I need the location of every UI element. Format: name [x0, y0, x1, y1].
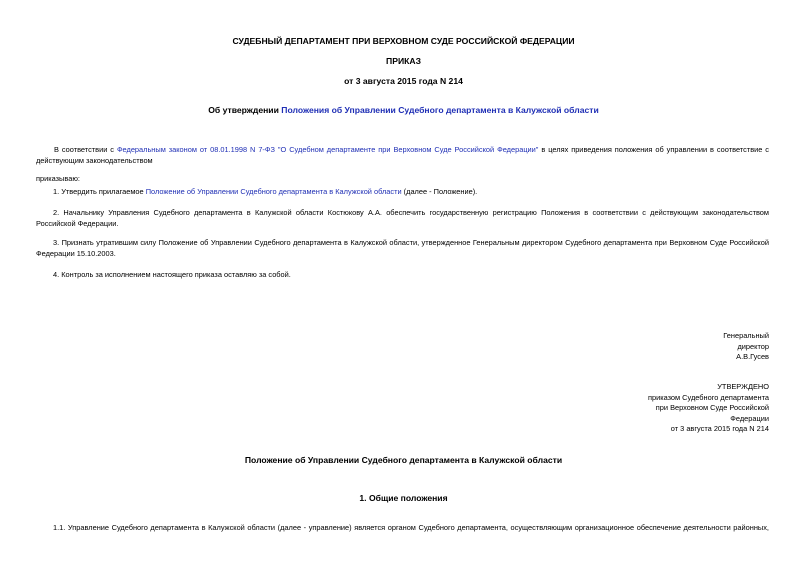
approval-block: [648, 382, 769, 435]
clause-1-1: 1.1. Управление Судебного департамента в Калужской области (далее - управление) является органом Судебного департамента, осуществляющим организационное обеспечение деятельности районных,: [53, 523, 769, 532]
order-word: приказываю:: [36, 174, 80, 183]
approval-line-4: Федерации: [730, 413, 769, 423]
item1-regulation-link[interactable]: Положение об Управлении Судебного департамента в Калужской области: [145, 187, 402, 196]
document-subject: [0, 105, 807, 116]
section-1-title: 1. Общие положения: [359, 493, 448, 503]
approval-line-3: при Верховном Суде Российской: [655, 403, 769, 412]
approval-line-2: приказом Судебного департамента: [647, 392, 769, 402]
approval-date: от 3 августа 2015 года N 214: [670, 424, 769, 433]
signature-block: [723, 331, 769, 363]
approval-title: УТВЕРЖДЕНО: [717, 382, 769, 391]
order-item-2: 2. Начальнику Управления Судебного департамента в Калужской области Костюкову А.А. обеспечить государственную регистрацию Положения в соответствии с действующим законодательством Российской Федерации.: [36, 208, 769, 228]
order-item-4: 4. Контроль за исполнением настоящего приказа оставляю за собой.: [53, 270, 291, 279]
signature-name: А.В.Гусев: [736, 352, 769, 361]
item1-suffix: (далее - Положение).: [401, 187, 478, 196]
regulation-title: Положение об Управлении Судебного департамента в Калужской области: [244, 455, 563, 465]
regulation-link[interactable]: Положения об Управлении Судебного департамента в Калужской области: [281, 105, 599, 115]
document-date-number: от 3 августа 2015 года N 214: [344, 76, 463, 86]
order-item-1: [36, 187, 769, 198]
federal-law-link[interactable]: Федеральным законом от 08.01.1998 N 7-ФЗ "О Судебном департаменте при Верховном Суде Российской Федерации": [116, 145, 539, 154]
order-item-3: 3. Признать утратившим силу Положение об Управлении Судебного департамента в Калужской области, утвержденное Генеральным директором Судебного департамента при Верховном Суде Российской Федерации 15.10.2003.: [36, 238, 769, 258]
signature-position-1: Генеральный: [723, 331, 769, 340]
document-type: ПРИКАЗ: [386, 56, 421, 66]
preamble-prefix: В соответствии с: [54, 145, 117, 154]
subject-prefix: Об утверждении: [208, 105, 282, 115]
preamble: [36, 145, 769, 166]
organization-header: СУДЕБНЫЙ ДЕПАРТАМЕНТ ПРИ ВЕРХОВНОМ СУДЕ РОССИЙСКОЙ ФЕДЕРАЦИИ: [232, 36, 575, 46]
preamble-suffix: в целях приведения положения об управлении в соответствие с действующим законодательством: [36, 145, 769, 165]
signature-position-2: директор: [737, 341, 769, 351]
item1-prefix: 1. Утвердить прилагаемое: [53, 187, 146, 196]
